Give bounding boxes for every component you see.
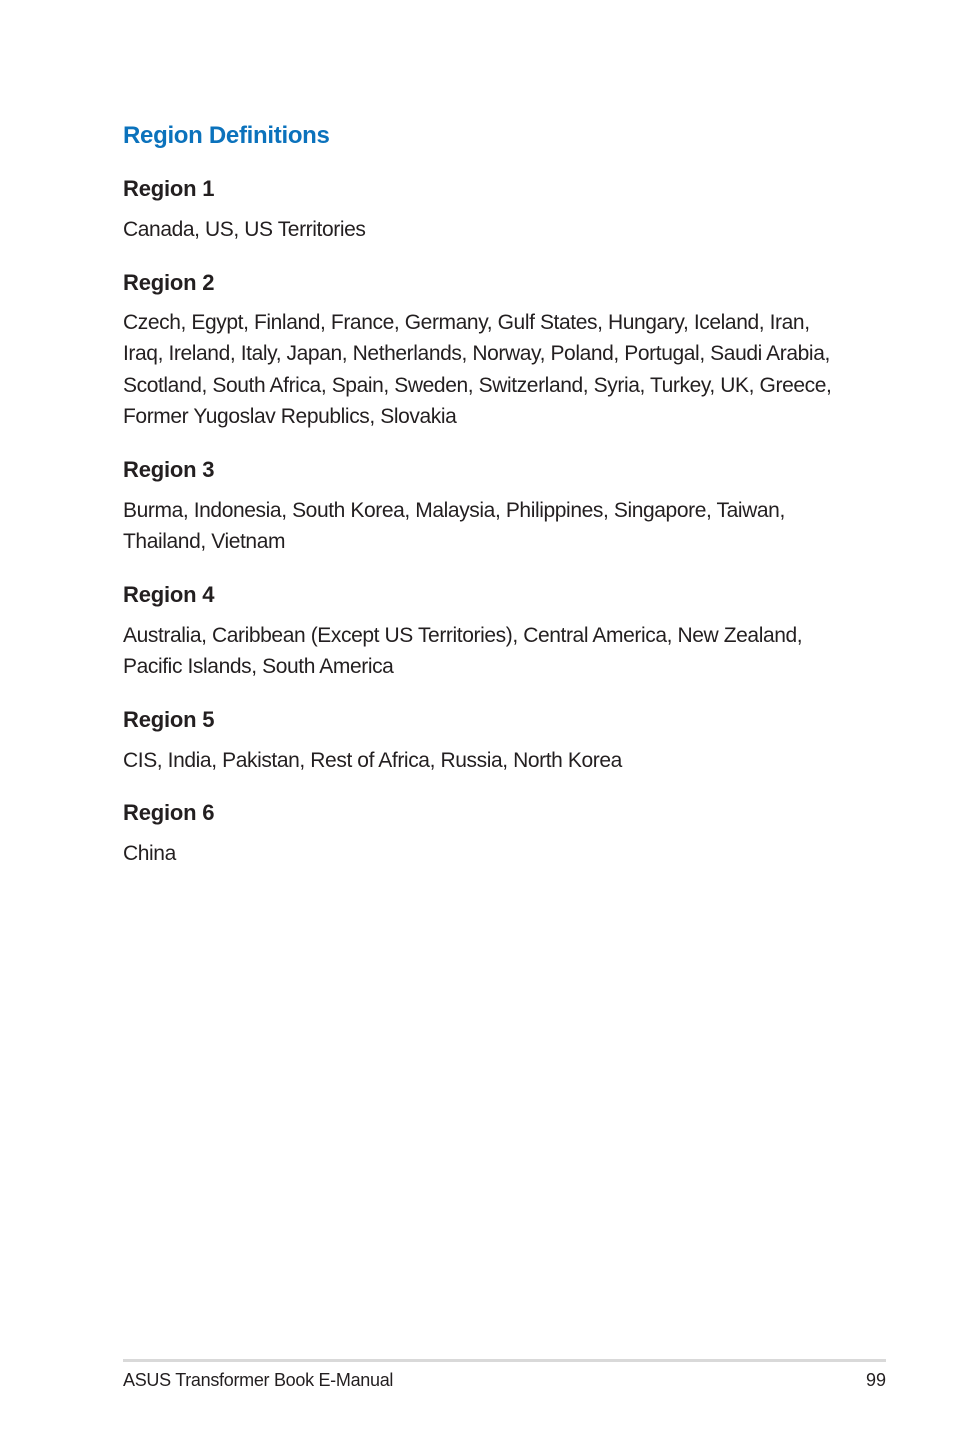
region-countries: Canada, US, US Territories: [123, 218, 366, 241]
region-6-section: [123, 798, 835, 870]
region-countries: Australia, Caribbean (Except US Territories), Central America, New Zealand, Pacific Islands, South America: [123, 623, 803, 678]
page-title: Region Definitions: [123, 122, 330, 149]
region-3-section: [123, 455, 835, 558]
region-2-section: [123, 268, 835, 433]
region-4-section: [123, 580, 835, 683]
footer-manual-title: ASUS Transformer Book E-Manual: [123, 1370, 394, 1390]
region-countries: Czech, Egypt, Finland, France, Germany, Gulf States, Hungary, Iceland, Iran, Iraq, Ireland, Italy, Japan, Netherlands, Norway, Poland, Portugal, Saudi Arabia, Scotland, South Africa, Spain, Sweden, Switzerland, Syria, Turkey, UK, Greece, Former Yugoslav Republics, Slovakia: [123, 310, 832, 428]
region-heading: Region 5: [123, 706, 215, 732]
page-number: 99: [865, 1370, 886, 1390]
region-heading: Region 4: [123, 581, 215, 607]
region-heading: Region 3: [123, 456, 215, 482]
region-countries: Burma, Indonesia, South Korea, Malaysia, Philippines, Singapore, Taiwan, Thailand, Vietnam: [123, 498, 785, 553]
region-1-section: [123, 174, 835, 246]
region-heading: Region 2: [123, 269, 215, 295]
region-5-section: [123, 705, 835, 777]
region-heading: Region 6: [123, 800, 215, 825]
page-content: [123, 120, 835, 870]
footer-divider: [123, 1359, 886, 1362]
region-countries: China: [123, 842, 176, 865]
region-countries: CIS, India, Pakistan, Rest of Africa, Russia, North Korea: [123, 748, 622, 772]
region-heading: Region 1: [123, 176, 215, 201]
